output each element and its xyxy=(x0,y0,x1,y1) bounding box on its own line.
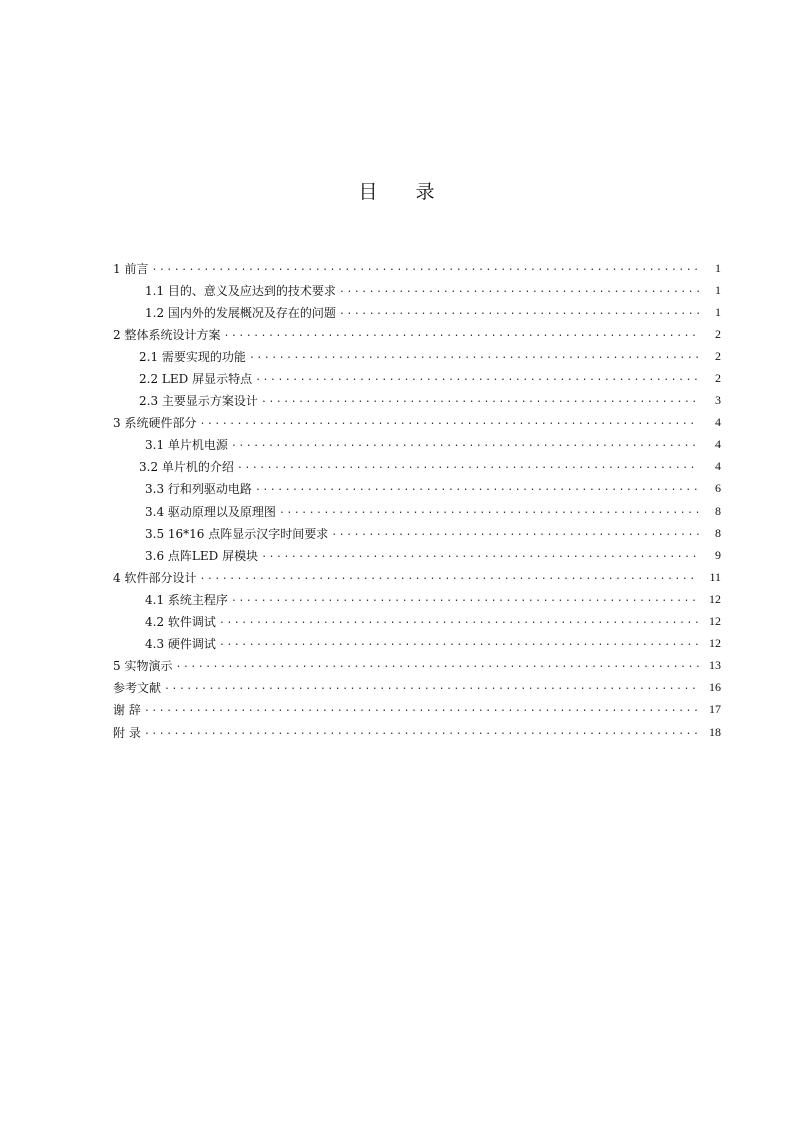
toc-leader-dots xyxy=(175,659,699,670)
toc-entry[interactable] xyxy=(113,522,721,544)
toc-leader-dots xyxy=(339,306,699,317)
toc-leader-dots xyxy=(199,571,699,582)
toc-entry-page: 16 xyxy=(709,680,721,695)
toc-leader-dots xyxy=(223,328,699,339)
toc-entry-label: 4.1 系统主程序 xyxy=(145,592,228,607)
toc-entry[interactable] xyxy=(113,257,721,279)
toc-entry-page: 17 xyxy=(709,702,721,717)
toc-entry-label: 5 实物演示 xyxy=(113,659,173,674)
toc-entry[interactable] xyxy=(113,367,721,389)
toc-entry-label: 1.2 国内外的发展概况及存在的问题 xyxy=(145,305,336,320)
toc-leader-dots xyxy=(151,262,699,273)
toc-leader-dots xyxy=(144,703,699,714)
toc-entry-page: 13 xyxy=(709,658,721,673)
toc-entry-page: 2 xyxy=(715,326,721,341)
toc-leader-dots xyxy=(261,394,699,405)
toc-entry-label: 4.2 软件调试 xyxy=(145,615,216,630)
toc-leader-dots xyxy=(237,460,699,471)
toc-leader-dots xyxy=(219,615,699,626)
toc-entry[interactable] xyxy=(113,478,721,500)
toc-entry-label: 2.3 主要显示方案设计 xyxy=(139,394,258,409)
toc-leader-dots xyxy=(255,482,699,493)
toc-entry-page: 2 xyxy=(715,348,721,363)
toc-leader-dots xyxy=(231,438,699,449)
toc-entry-page: 9 xyxy=(715,547,721,562)
toc-entry-label: 3.2 单片机的介绍 xyxy=(139,460,234,475)
toc-leader-dots xyxy=(231,593,699,604)
toc-entry-label: 参考文献 xyxy=(113,681,162,696)
toc-entry-page: 1 xyxy=(715,282,721,297)
toc-entry-label: 3.4 驱动原理以及原理图 xyxy=(145,504,276,519)
toc-leader-dots xyxy=(219,637,699,648)
toc-entry-page: 12 xyxy=(709,614,721,629)
toc-entry[interactable] xyxy=(113,721,721,743)
toc-leader-dots xyxy=(255,372,699,383)
toc-leader-dots xyxy=(164,681,699,692)
toc-entry[interactable] xyxy=(113,588,721,610)
toc-entry[interactable] xyxy=(113,611,721,633)
toc-entry[interactable] xyxy=(113,279,721,301)
toc-entry[interactable] xyxy=(113,566,721,588)
toc-entry-page: 4 xyxy=(715,459,721,474)
page-title: 目 录 xyxy=(358,181,451,203)
toc-entry[interactable] xyxy=(113,323,721,345)
toc-entry[interactable] xyxy=(113,345,721,367)
toc-entry-page: 12 xyxy=(709,591,721,606)
toc-entry[interactable] xyxy=(113,633,721,655)
toc-entry-label: 2.2 LED 屏显示特点 xyxy=(139,372,253,387)
toc-leader-dots xyxy=(331,527,699,538)
toc-entry[interactable] xyxy=(113,677,721,699)
toc-entry-page: 3 xyxy=(715,393,721,408)
toc-entry-page: 6 xyxy=(715,481,721,496)
toc-leader-dots xyxy=(199,416,699,427)
toc-entry-label: 3 系统硬件部分 xyxy=(113,416,197,431)
toc-entry[interactable] xyxy=(113,390,721,412)
toc-entry-label: 附 录 xyxy=(113,725,141,740)
toc-entry-page: 12 xyxy=(709,636,721,651)
toc-entry-page: 4 xyxy=(715,415,721,430)
toc-entry-label: 2.1 需要实现的功能 xyxy=(139,349,246,364)
toc-entry-label: 2 整体系统设计方案 xyxy=(113,327,221,342)
toc-entry-label: 谢 辞 xyxy=(113,703,141,718)
toc-entry-page: 1 xyxy=(715,260,721,275)
toc-entry[interactable] xyxy=(113,544,721,566)
toc-entry-label: 3.1 单片机电源 xyxy=(145,438,228,453)
toc-entry[interactable] xyxy=(113,434,721,456)
toc-leader-dots xyxy=(339,284,699,295)
toc-entry-page: 11 xyxy=(709,569,721,584)
toc-entry[interactable] xyxy=(113,412,721,434)
toc-leader-dots xyxy=(144,726,699,737)
toc-entry[interactable] xyxy=(113,699,721,721)
toc-entry-label: 1.1 目的、意义及应达到的技术要求 xyxy=(145,283,336,298)
toc-entry-label: 4.3 硬件调试 xyxy=(145,637,216,652)
toc-entry-label: 3.3 行和列驱动电路 xyxy=(145,482,252,497)
table-of-contents xyxy=(113,257,721,743)
toc-entry-page: 8 xyxy=(715,525,721,540)
toc-leader-dots xyxy=(249,350,699,361)
toc-entry-label: 4 软件部分设计 xyxy=(113,570,197,585)
toc-leader-dots xyxy=(261,549,699,560)
toc-entry-label: 3.5 16*16 点阵显示汉字时间要求 xyxy=(145,526,329,541)
toc-entry[interactable] xyxy=(113,655,721,677)
toc-leader-dots xyxy=(279,505,699,516)
toc-entry-page: 18 xyxy=(709,724,721,739)
toc-entry[interactable] xyxy=(113,301,721,323)
toc-entry[interactable] xyxy=(113,500,721,522)
toc-entry-label: 3.6 点阵LED 屏模块 xyxy=(145,548,259,563)
toc-entry-page: 4 xyxy=(715,437,721,452)
toc-entry-page: 1 xyxy=(715,304,721,319)
toc-entry-label: 1 前言 xyxy=(113,261,149,276)
toc-entry-page: 8 xyxy=(715,503,721,518)
toc-entry-page: 2 xyxy=(715,371,721,386)
toc-entry[interactable] xyxy=(113,456,721,478)
